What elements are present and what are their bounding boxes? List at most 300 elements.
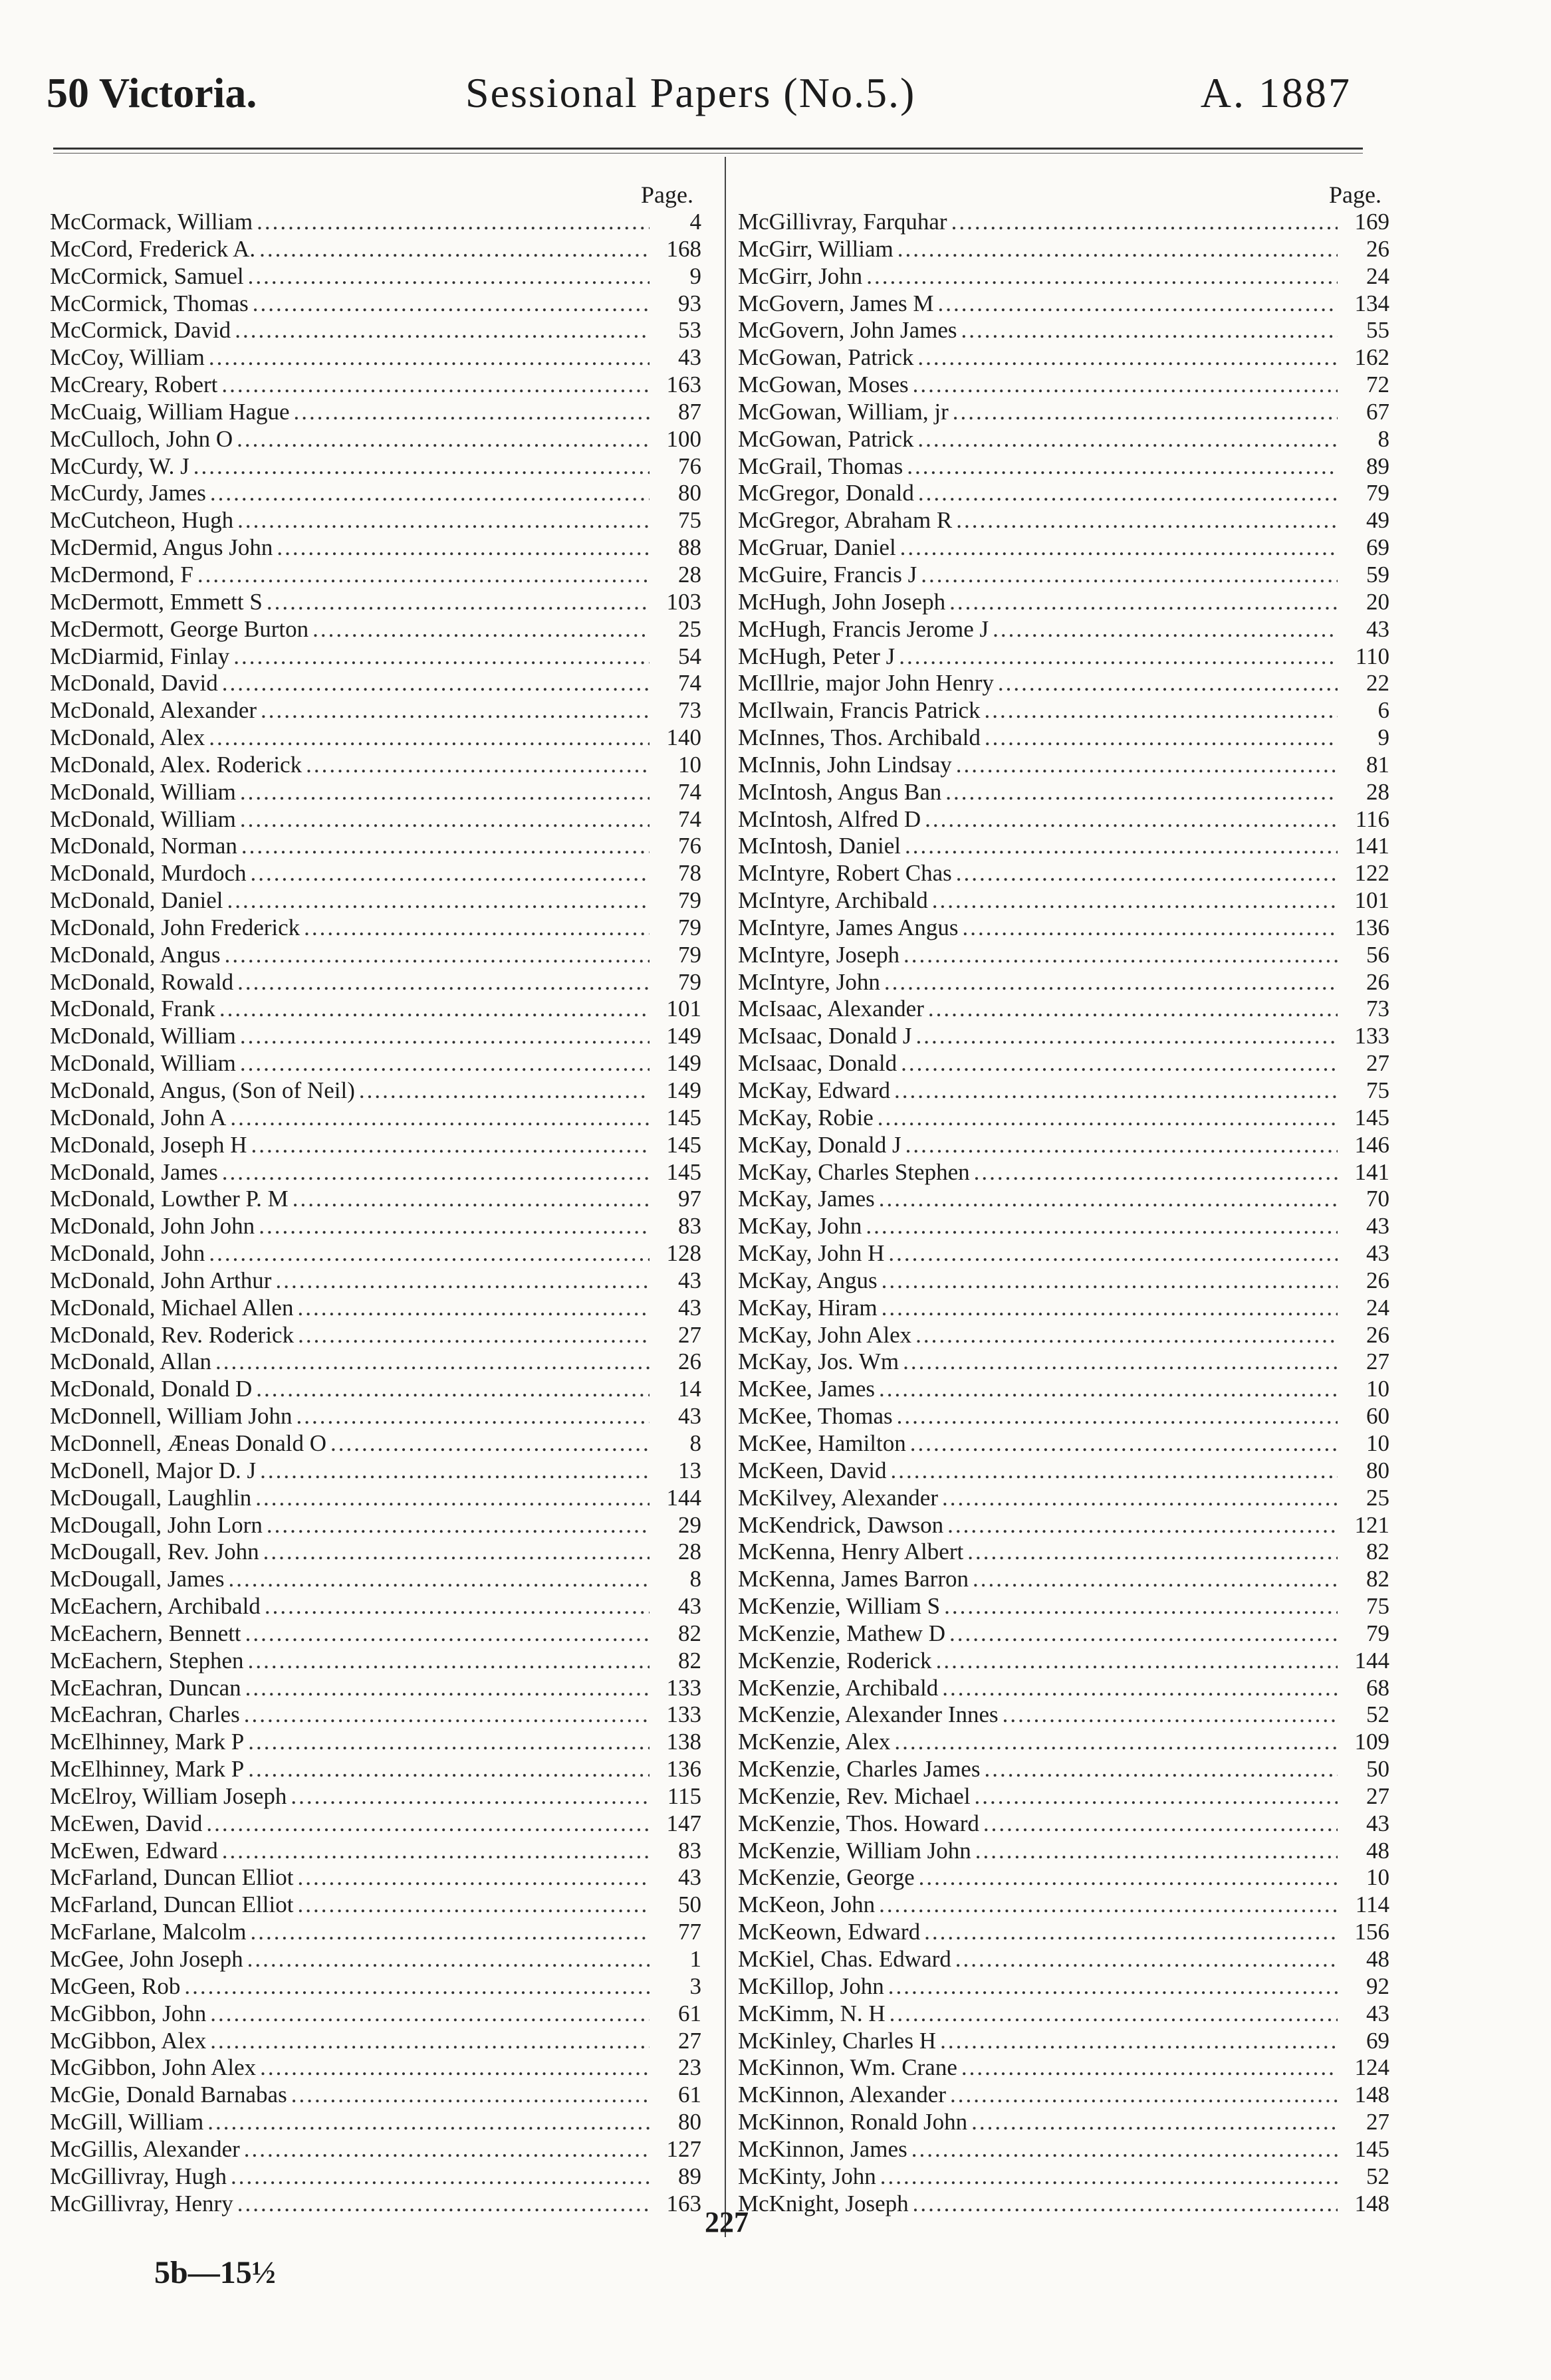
entry-name: McGillivray, Henry — [50, 2190, 233, 2217]
leader-dots — [910, 1430, 1338, 1458]
entry-name: McDonald, John — [50, 1240, 205, 1267]
index-entry — [738, 1973, 1389, 2001]
entry-name: McDougall, Laughlin — [50, 1484, 252, 1511]
entry-page: 53 — [678, 317, 701, 344]
entry-name: McDermott, George Burton — [50, 615, 309, 642]
leader-dots — [944, 1593, 1338, 1620]
index-entry — [738, 1729, 1389, 1756]
index-entry — [50, 1458, 701, 1485]
entry-name: McDonald, Rev. Roderick — [50, 1321, 295, 1348]
index-entry — [50, 1593, 701, 1620]
entry-page: 24 — [1366, 1294, 1389, 1321]
leader-dots — [879, 1186, 1338, 1213]
entry-name: McKee, James — [738, 1376, 876, 1402]
leader-dots — [237, 969, 650, 996]
entry-page: 83 — [678, 1837, 701, 1864]
entry-name: McDonald, John Frederick — [50, 914, 300, 940]
entry-name: McDonnell, William John — [50, 1403, 293, 1430]
entry-name: McKinnon, Wm. Crane — [738, 2054, 957, 2081]
leader-dots — [297, 1892, 650, 1919]
leader-dots — [961, 2054, 1338, 2082]
index-entry — [738, 236, 1389, 263]
leader-dots — [244, 1701, 650, 1729]
entry-name: McKay, John Alex — [738, 1321, 912, 1348]
entry-name: McDougall, John Lorn — [50, 1511, 263, 1538]
index-entry — [738, 643, 1389, 671]
entry-name: McIntosh, Daniel — [738, 833, 901, 859]
entry-name: McKenzie, Charles James — [738, 1756, 981, 1783]
entry-name: McElroy, William Joseph — [50, 1783, 287, 1809]
leader-dots — [961, 317, 1338, 344]
entry-page: 78 — [678, 860, 701, 887]
entry-page: 82 — [1366, 1566, 1389, 1592]
leader-dots — [897, 1403, 1338, 1430]
entry-page: 29 — [678, 1511, 701, 1538]
entry-page: 128 — [666, 1240, 701, 1267]
entry-page: 73 — [1366, 996, 1389, 1022]
entry-page: 141 — [1354, 833, 1389, 859]
index-entry — [738, 263, 1389, 290]
index-entry — [50, 589, 701, 616]
entry-name: McHugh, Peter J — [738, 643, 895, 669]
index-entry — [738, 2082, 1389, 2109]
index-entry — [50, 1701, 701, 1729]
header-rule-thick — [53, 148, 1363, 150]
index-entry — [738, 562, 1389, 589]
index-entry — [50, 1050, 701, 1077]
entry-page: 43 — [678, 1403, 701, 1430]
index-entry — [50, 453, 701, 481]
leader-dots — [222, 1838, 650, 1865]
entry-page: 97 — [678, 1186, 701, 1212]
leader-dots — [985, 697, 1338, 724]
leader-dots — [277, 534, 650, 562]
entry-name: McDonald, Daniel — [50, 887, 223, 914]
entry-page: 10 — [678, 751, 701, 778]
entry-name: McCormack, William — [50, 209, 253, 235]
entry-name: McGuire, Francis J — [738, 561, 917, 588]
entry-page: 43 — [1366, 1810, 1389, 1836]
entry-page: 10 — [1366, 1864, 1389, 1891]
leader-dots — [275, 1267, 650, 1295]
entry-name: McKee, Thomas — [738, 1403, 893, 1430]
leader-dots — [901, 1050, 1338, 1077]
entry-page: 124 — [1354, 2054, 1389, 2081]
entry-page: 27 — [1366, 1783, 1389, 1809]
entry-name: McIntyre, Joseph — [738, 941, 900, 968]
index-entry — [738, 1458, 1389, 1485]
leader-dots — [918, 480, 1338, 507]
leader-dots — [967, 1539, 1338, 1566]
entry-name: McDonald, John John — [50, 1213, 255, 1240]
entry-page: 75 — [1366, 1593, 1389, 1620]
leader-dots — [230, 1105, 650, 1132]
leader-dots — [248, 1756, 650, 1783]
leader-dots — [294, 399, 650, 426]
entry-page: 60 — [1366, 1403, 1389, 1430]
entry-name: McDonald, Lowther P. M — [50, 1186, 289, 1212]
leader-dots — [953, 399, 1338, 426]
index-entry — [50, 1783, 701, 1810]
entry-name: McKenzie, William John — [738, 1837, 971, 1864]
entry-page: 114 — [1355, 1892, 1389, 1918]
entry-page: 144 — [1354, 1647, 1389, 1674]
leader-dots — [913, 2191, 1338, 2218]
entry-name: McIntyre, Archibald — [738, 887, 928, 914]
index-entry — [738, 670, 1389, 697]
leader-dots — [921, 562, 1338, 589]
leader-dots — [879, 1376, 1338, 1403]
index-entry — [50, 1919, 701, 1946]
leader-dots — [240, 1023, 650, 1050]
entry-page: 145 — [1354, 2135, 1389, 2162]
entry-page: 140 — [666, 724, 701, 751]
entry-name: McGillivray, Hugh — [50, 2163, 227, 2189]
leader-dots — [312, 616, 650, 643]
entry-page: 6 — [1377, 697, 1389, 724]
leader-dots — [260, 2054, 650, 2082]
entry-name: McKenna, Henry Albert — [738, 1539, 964, 1565]
leader-dots — [866, 263, 1338, 290]
index-entry — [50, 1132, 701, 1159]
entry-name: McDonald, Michael Allen — [50, 1294, 294, 1321]
leader-dots — [215, 1349, 650, 1376]
leader-dots — [197, 562, 650, 589]
leader-dots — [947, 1512, 1338, 1539]
entry-page: 163 — [666, 372, 701, 398]
index-entry — [738, 1159, 1389, 1186]
right-column — [738, 181, 1389, 2217]
index-entry — [738, 372, 1389, 399]
leader-dots — [267, 589, 650, 616]
entry-page: 43 — [1366, 1213, 1389, 1240]
entry-name: McDonald, Joseph H — [50, 1131, 247, 1158]
entry-name: McGie, Donald Barnabas — [50, 2082, 287, 2108]
leader-dots — [897, 236, 1338, 263]
leader-dots — [949, 1620, 1338, 1648]
index-entry — [738, 1756, 1389, 1783]
entry-page: 20 — [1366, 588, 1389, 615]
index-entry — [738, 426, 1389, 453]
index-entry — [738, 1267, 1389, 1295]
leader-dots — [210, 2028, 650, 2055]
entry-name: McDonnell, Æneas Donald O — [50, 1430, 327, 1456]
entry-name: McDonald, Norman — [50, 833, 237, 859]
index-entry — [50, 290, 701, 318]
leader-dots — [265, 1593, 650, 1620]
entry-name: McIsaac, Alexander — [738, 996, 924, 1022]
right-entry-list — [738, 209, 1389, 2217]
entry-name: McDonald, William — [50, 1050, 236, 1077]
leader-dots — [984, 1756, 1338, 1783]
entry-name: McCurdy, James — [50, 480, 206, 506]
entry-page: 103 — [666, 588, 701, 615]
entry-name: McGillivray, Farquhar — [738, 209, 947, 235]
entry-page: 56 — [1366, 941, 1389, 968]
entry-page: 43 — [1366, 615, 1389, 642]
index-entry — [50, 317, 701, 344]
leader-dots — [237, 2191, 650, 2218]
entry-page: 133 — [1354, 1023, 1389, 1049]
entry-page: 82 — [1366, 1539, 1389, 1565]
entry-name: McKenzie, George — [738, 1864, 915, 1891]
index-entry — [50, 724, 701, 752]
leader-dots — [993, 616, 1338, 643]
index-entry — [50, 2191, 701, 2218]
entry-name: McIlwain, Francis Patrick — [738, 697, 981, 724]
entry-page: 8 — [1377, 425, 1389, 452]
entry-page: 89 — [1366, 453, 1389, 479]
leader-dots — [263, 1539, 650, 1566]
entry-page: 100 — [666, 425, 701, 452]
entry-page: 76 — [678, 833, 701, 859]
entry-name: McDonald, Frank — [50, 996, 215, 1022]
leader-dots — [880, 2163, 1338, 2191]
entry-page: 93 — [678, 290, 701, 316]
entry-name: McEwen, David — [50, 1810, 203, 1836]
leader-dots — [241, 833, 650, 860]
entry-page: 43 — [678, 344, 701, 371]
leader-dots — [913, 372, 1338, 399]
entry-page: 136 — [666, 1756, 701, 1783]
entry-name: McHugh, Francis Jerome J — [738, 615, 989, 642]
entry-name: McKimm, N. H — [738, 2000, 886, 2026]
entry-page: 55 — [1366, 317, 1389, 344]
index-entry — [738, 480, 1389, 507]
entry-page: 43 — [678, 1593, 701, 1620]
header-rule-thin — [53, 153, 1363, 154]
entry-page: 3 — [689, 1973, 701, 1999]
entry-page: 27 — [1366, 1050, 1389, 1077]
entry-name: McGowan, William, jr — [738, 398, 949, 425]
index-entry — [738, 724, 1389, 752]
index-entry — [738, 860, 1389, 887]
entry-page: 110 — [1355, 643, 1389, 669]
entry-name: McGregor, Donald — [738, 480, 914, 506]
index-entry — [738, 942, 1389, 969]
index-entry — [50, 2136, 701, 2163]
index-entry — [738, 1295, 1389, 1322]
leader-dots — [259, 236, 650, 263]
entry-name: McInnis, John Lindsay — [738, 751, 952, 778]
entry-page: 147 — [666, 1810, 701, 1836]
leader-dots — [257, 209, 650, 236]
leader-dots — [905, 833, 1338, 860]
entry-page: 149 — [666, 1050, 701, 1077]
leader-dots — [291, 1783, 650, 1810]
entry-name: McDermid, Angus John — [50, 534, 273, 561]
leader-dots — [917, 426, 1338, 453]
index-entry — [50, 1349, 701, 1376]
leader-dots — [936, 1648, 1338, 1675]
leader-dots — [899, 643, 1338, 671]
entry-name: McFarland, Duncan Elliot — [50, 1892, 294, 1918]
index-entry — [50, 1946, 701, 1973]
entry-page: 43 — [678, 1864, 701, 1891]
entry-page: 13 — [678, 1457, 701, 1483]
entry-name: McDonald, William — [50, 1023, 236, 1049]
index-entry — [738, 1186, 1389, 1213]
entry-page: 133 — [666, 1674, 701, 1701]
index-entry — [50, 833, 701, 860]
entry-page: 43 — [678, 1294, 701, 1321]
entry-page: 73 — [678, 697, 701, 724]
leader-dots — [879, 1892, 1338, 1919]
entry-page: 8 — [689, 1566, 701, 1592]
leader-dots — [207, 2109, 650, 2136]
entry-page: 169 — [1354, 209, 1389, 235]
index-entry — [50, 1077, 701, 1105]
entry-page: 81 — [1366, 751, 1389, 778]
entry-name: McKay, James — [738, 1186, 875, 1212]
entry-name: McKenzie, Archibald — [738, 1674, 939, 1701]
index-entry — [738, 1349, 1389, 1376]
entry-name: McGibbon, Alex — [50, 2027, 207, 2054]
leader-dots — [222, 670, 650, 697]
entry-page: 22 — [1366, 670, 1389, 697]
leader-dots — [878, 1105, 1338, 1132]
entry-name: McCreary, Robert — [50, 372, 218, 398]
index-entry — [50, 670, 701, 697]
index-entry — [738, 1485, 1389, 1512]
index-entry — [50, 1864, 701, 1892]
entry-name: McDonald, Alex. Roderick — [50, 751, 302, 778]
left-column — [50, 181, 701, 2217]
leader-dots — [240, 806, 650, 833]
entry-name: McGruar, Daniel — [738, 534, 896, 561]
entry-name: McKilvey, Alexander — [738, 1484, 938, 1511]
entry-name: McKnight, Joseph — [738, 2190, 909, 2217]
entry-name: McDonald, Angus, (Son of Neil) — [50, 1077, 355, 1103]
entry-page: 133 — [666, 1701, 701, 1728]
index-entry — [50, 209, 701, 236]
entry-page: 141 — [1354, 1158, 1389, 1185]
entry-page: 52 — [1366, 2163, 1389, 2189]
leader-dots — [924, 1919, 1338, 1946]
leader-dots — [894, 1729, 1338, 1756]
index-entry — [738, 2109, 1389, 2136]
entry-name: McKenzie, Alexander Innes — [738, 1701, 999, 1728]
entry-name: McIntosh, Angus Ban — [738, 778, 942, 805]
index-entry — [50, 2163, 701, 2191]
entry-name: McKenzie, Roderick — [738, 1647, 932, 1674]
leader-dots — [227, 887, 650, 915]
entry-page: 88 — [678, 534, 701, 561]
index-entry — [738, 290, 1389, 318]
index-entry — [738, 996, 1389, 1023]
index-entry — [50, 996, 701, 1023]
header-center: Sessional Papers (No.5.) — [465, 69, 916, 116]
index-entry — [50, 1430, 701, 1458]
entry-name: McKay, Angus — [738, 1267, 878, 1293]
leader-dots — [240, 779, 650, 806]
entry-name: McGirr, William — [738, 235, 894, 262]
entry-page: 25 — [1366, 1484, 1389, 1511]
index-entry — [50, 806, 701, 833]
leader-dots — [253, 290, 650, 318]
leader-dots — [209, 344, 650, 372]
entry-page: 49 — [1366, 507, 1389, 534]
leader-dots — [260, 1458, 650, 1485]
leader-dots — [297, 1295, 650, 1322]
entry-name: McCulloch, John O — [50, 425, 233, 452]
index-entry — [738, 969, 1389, 996]
index-entry — [738, 806, 1389, 833]
entry-page: 10 — [1366, 1376, 1389, 1402]
index-entry — [50, 1892, 701, 1919]
index-entry — [50, 643, 701, 671]
index-entry — [50, 2054, 701, 2082]
entry-page: 80 — [1366, 1457, 1389, 1483]
entry-page: 79 — [678, 887, 701, 914]
index-entry — [50, 1539, 701, 1566]
entry-page: 9 — [1377, 724, 1389, 751]
entry-name: McKeown, Edward — [738, 1919, 921, 1945]
leader-dots — [975, 1838, 1338, 1865]
leader-dots — [261, 697, 650, 724]
printer-signature: 5b—15½ — [154, 2255, 276, 2290]
index-entry — [50, 2082, 701, 2109]
entry-page: 43 — [678, 1267, 701, 1293]
index-entry — [50, 480, 701, 507]
entry-page: 149 — [666, 1023, 701, 1049]
index-entry — [738, 887, 1389, 915]
index-entry — [50, 1295, 701, 1322]
entry-page: 28 — [678, 1539, 701, 1565]
entry-page: 59 — [1366, 561, 1389, 588]
index-entry — [50, 1973, 701, 2001]
index-entry — [738, 752, 1389, 779]
index-entry — [738, 344, 1389, 372]
entry-page: 89 — [678, 2163, 701, 2189]
entry-name: McKay, John — [738, 1213, 862, 1240]
left-entry-list — [50, 209, 701, 2217]
entry-page: 149 — [666, 1077, 701, 1103]
entry-page: 27 — [678, 1321, 701, 1348]
header-right: A. 1887 — [1200, 69, 1352, 116]
entry-page: 134 — [1354, 290, 1389, 316]
entry-page: 145 — [666, 1131, 701, 1158]
index-entry — [738, 1023, 1389, 1050]
index-entry — [50, 399, 701, 426]
entry-name: McDonald, David — [50, 670, 218, 697]
index-entry — [50, 1756, 701, 1783]
index-entry — [738, 507, 1389, 534]
index-entry — [738, 2054, 1389, 2082]
leader-dots — [225, 942, 650, 969]
entry-name: McDonald, William — [50, 778, 236, 805]
entry-page: 82 — [678, 1647, 701, 1674]
entry-name: McCormick, David — [50, 317, 231, 344]
leader-dots — [306, 752, 650, 779]
entry-name: McKinnon, James — [738, 2135, 907, 2162]
entry-name: McHugh, John Joseph — [738, 588, 946, 615]
index-entry — [50, 507, 701, 534]
index-entry — [738, 833, 1389, 860]
index-entry — [50, 616, 701, 643]
entry-page: 121 — [1354, 1511, 1389, 1538]
entry-name: McIntyre, James Angus — [738, 914, 959, 940]
leader-dots — [903, 942, 1338, 969]
leader-dots — [210, 2001, 650, 2028]
leader-dots — [235, 317, 650, 344]
index-entry — [738, 616, 1389, 643]
leader-dots — [237, 426, 650, 453]
entry-name: McCormick, Samuel — [50, 263, 244, 289]
entry-page: 74 — [678, 670, 701, 697]
entry-page: 144 — [666, 1484, 701, 1511]
entry-page: 80 — [678, 2109, 701, 2135]
